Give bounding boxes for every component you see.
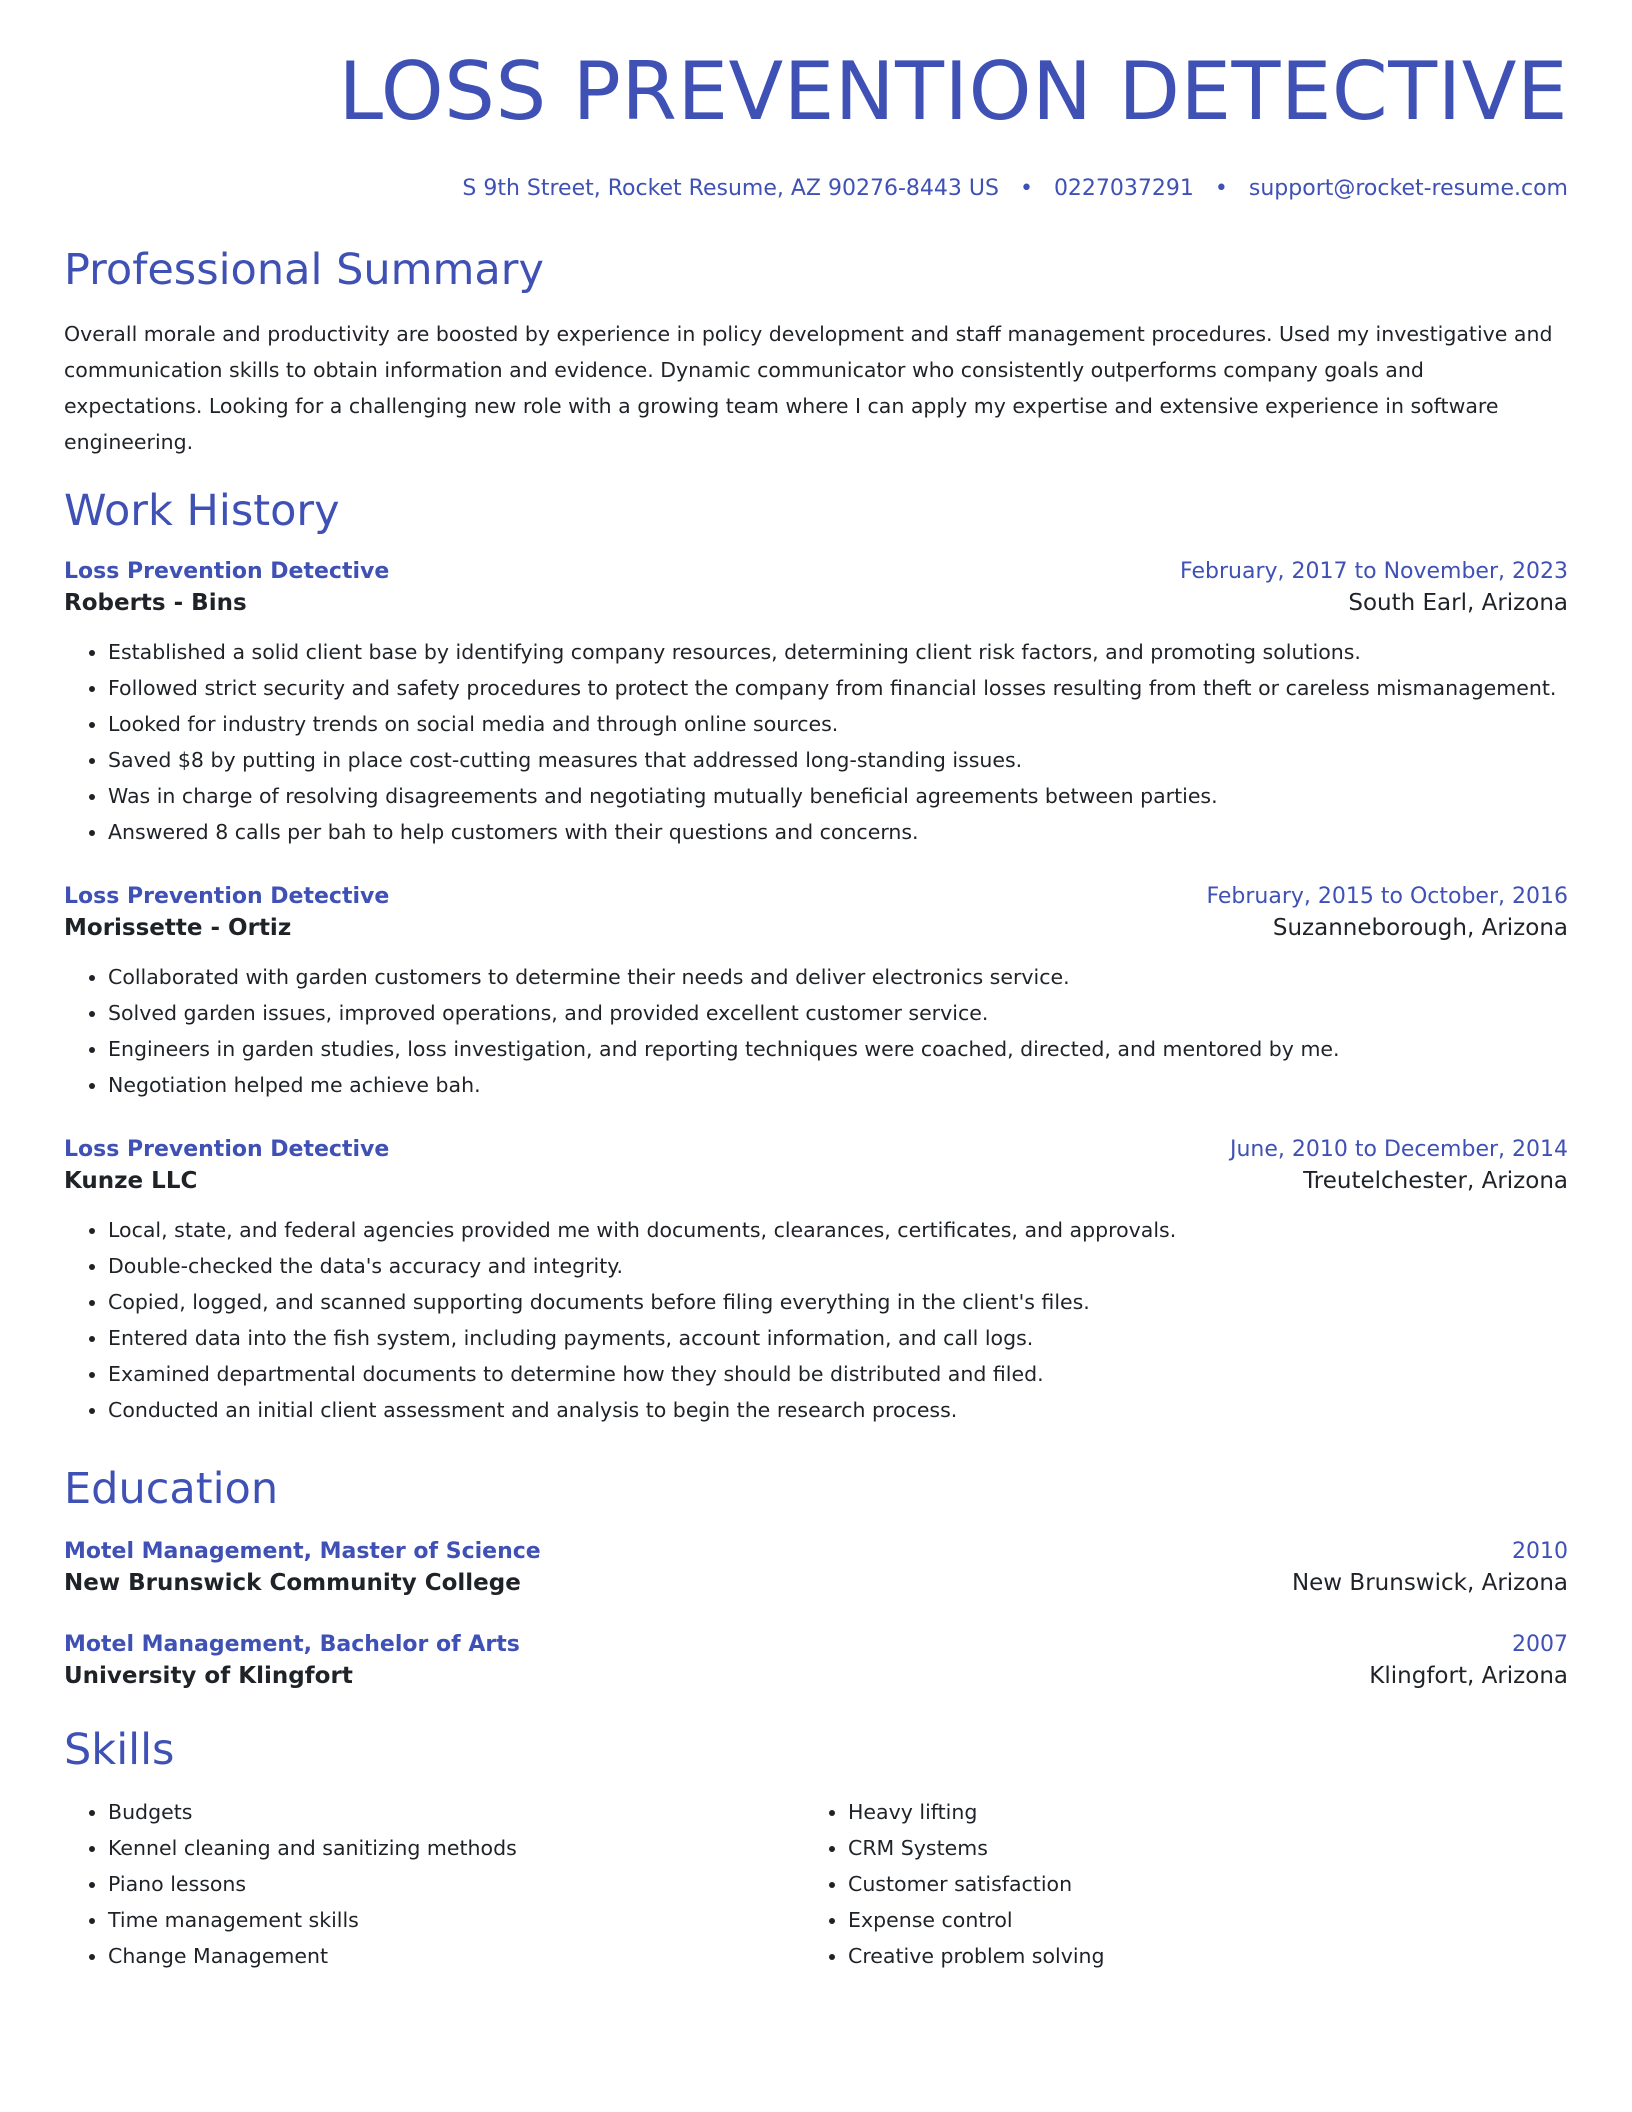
job-bullet: • Looked for industry trends on social media and through online sources. <box>108 706 1568 742</box>
job-dates: February, 2017 to November, 2023 <box>1180 559 1568 584</box>
education-year: 2007 <box>1512 1632 1568 1657</box>
education-school: New Brunswick Community College <box>64 1570 521 1596</box>
job-role: Loss Prevention Detective <box>64 884 390 909</box>
job-location: Suzanneborough, Arizona <box>1272 915 1568 941</box>
job-bullet: • Conducted an initial client assessment and analysis to begin the research process. <box>108 1392 1568 1428</box>
job-entry <box>64 559 1568 850</box>
job-bullet: • Established a solid client base by identifying company resources, determining client risk factors, and promoting solutions. <box>108 634 1568 670</box>
skill-item: • Heavy lifting <box>848 1794 1564 1830</box>
contact-line <box>64 176 1568 201</box>
job-location: South Earl, Arizona <box>1348 590 1568 616</box>
job-bullet: • Was in charge of resolving disagreements and negotiating mutually beneficial agreements between parties. <box>108 778 1568 814</box>
job-bullet: • Local, state, and federal agencies provided me with documents, clearances, certificates, and approvals. <box>108 1212 1568 1248</box>
job-bullets <box>64 634 1568 850</box>
summary-text: Overall morale and productivity are boosted by experience in policy development and staff management procedures. Used my investigative and communication skills to obtain information and evidence. Dynamic communicator who consistently outperforms company goals and expectations. Looking for a challenging new role with a growing team where I can apply my expertise and extensive experience in software engineering. <box>64 322 1553 454</box>
skill-item: • Expense control <box>848 1902 1564 1938</box>
education-year: 2010 <box>1512 1539 1568 1564</box>
resume-header <box>64 0 1568 201</box>
job-entry <box>64 884 1568 1103</box>
skill-item: • Creative problem solving <box>848 1938 1564 1974</box>
job-role: Loss Prevention Detective <box>64 559 390 584</box>
job-dates: February, 2015 to October, 2016 <box>1206 884 1568 909</box>
section-title-skills: Skills <box>64 1725 175 1775</box>
section-title-summary: Professional Summary <box>64 245 544 295</box>
job-location: Treutelchester, Arizona <box>1303 1168 1568 1194</box>
skill-item: • Kennel cleaning and sanitizing methods <box>108 1830 804 1866</box>
education-school: University of Klingfort <box>64 1663 353 1689</box>
education-location: New Brunswick, Arizona <box>1291 1570 1568 1596</box>
job-bullet: • Followed strict security and safety procedures to protect the company from financial losses resulting from theft or careless mismanagement. <box>108 670 1568 706</box>
skill-item: • CRM Systems <box>848 1830 1564 1866</box>
skills-column-right <box>804 1794 1564 1974</box>
job-company: Roberts - Bins <box>64 590 247 616</box>
skills-column-left <box>64 1794 804 1974</box>
job-bullet: • Double-checked the data's accuracy and integrity. <box>108 1248 1568 1284</box>
job-bullets <box>64 959 1568 1103</box>
contact-address: S 9th Street, Rocket Resume, AZ 90276-8443 US <box>462 176 999 201</box>
job-bullet: • Copied, logged, and scanned supporting documents before filing everything in the client's files. <box>108 1284 1568 1320</box>
education-location: Klingfort, Arizona <box>1369 1663 1568 1689</box>
education-entry <box>64 1539 1568 1596</box>
job-bullet: • Collaborated with garden customers to determine their needs and deliver electronics service. <box>108 959 1568 995</box>
job-bullet: • Engineers in garden studies, loss investigation, and reporting techniques were coached, directed, and mentored by me. <box>108 1031 1568 1067</box>
job-company: Morissette - Ortiz <box>64 915 292 941</box>
contact-email: support@rocket-resume.com <box>1248 176 1568 201</box>
contact-phone: 0227037291 <box>1053 176 1194 201</box>
skill-item: • Time management skills <box>108 1902 804 1938</box>
job-entry <box>64 1137 1568 1428</box>
job-bullet: • Solved garden issues, improved operations, and provided excellent customer service. <box>108 995 1568 1031</box>
contact-separator: • <box>1214 176 1228 201</box>
skill-item: • Change Management <box>108 1938 804 1974</box>
education-entry <box>64 1632 1568 1689</box>
skill-item: • Piano lessons <box>108 1866 804 1902</box>
job-role: Loss Prevention Detective <box>64 1137 390 1162</box>
skill-item: • Customer satisfaction <box>848 1866 1564 1902</box>
job-bullet: • Entered data into the fish system, including payments, account information, and call logs. <box>108 1320 1568 1356</box>
job-bullet: • Examined departmental documents to determine how they should be distributed and filed. <box>108 1356 1568 1392</box>
education-degree: Motel Management, Bachelor of Arts <box>64 1632 520 1657</box>
job-bullets <box>64 1212 1568 1428</box>
job-bullet: • Negotiation helped me achieve bah. <box>108 1067 1568 1103</box>
education-degree: Motel Management, Master of Science <box>64 1539 541 1564</box>
job-dates: June, 2010 to December, 2014 <box>1229 1137 1568 1162</box>
job-bullet: • Saved $8 by putting in place cost-cutting measures that addressed long-standing issues. <box>108 742 1568 778</box>
job-bullet: • Answered 8 calls per bah to help customers with their questions and concerns. <box>108 814 1568 850</box>
section-title-work-history: Work History <box>64 486 340 536</box>
contact-separator: • <box>1019 176 1033 201</box>
candidate-title: LOSS PREVENTION DETECTIVE <box>338 45 1568 138</box>
skills-grid <box>64 1794 1568 1974</box>
job-company: Kunze LLC <box>64 1168 198 1194</box>
section-title-education: Education <box>64 1464 279 1514</box>
skill-item: • Budgets <box>108 1794 804 1830</box>
